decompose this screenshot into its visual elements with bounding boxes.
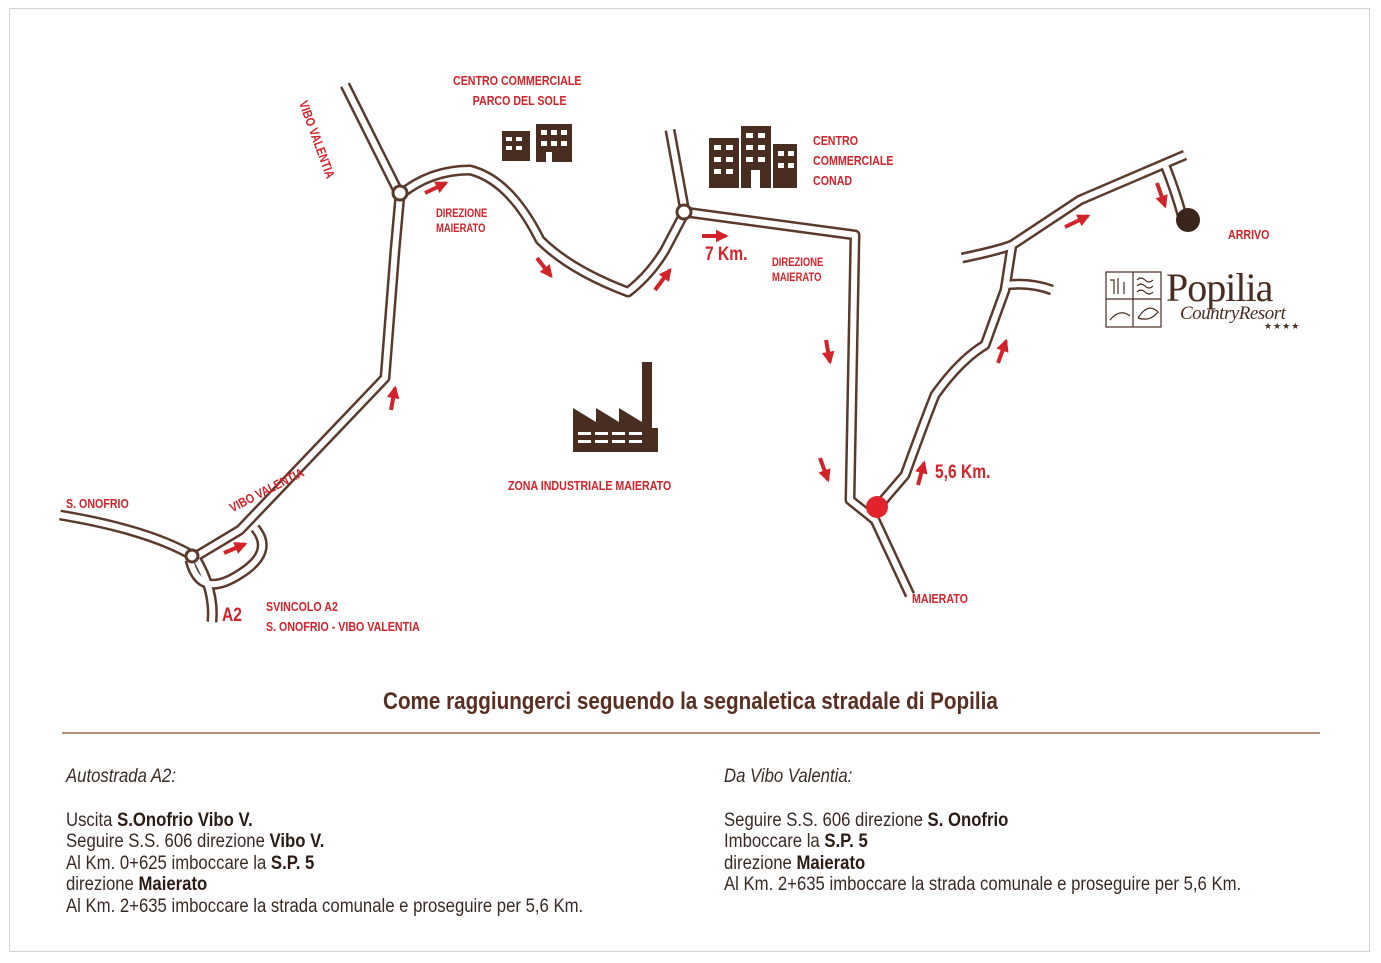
directions-text: direzione (66, 874, 139, 895)
roundabout-icon (393, 186, 407, 200)
roundabout-icon (677, 205, 691, 219)
direction-arrow-icon (655, 270, 670, 290)
label-direzione-2a: DIREZIONE (772, 257, 824, 269)
caption: Come raggiungerci seguendo la segnaletica stradale di Popilia (383, 688, 998, 715)
brand-subtitle: CountryResort (1180, 303, 1286, 324)
directions-line (724, 810, 1241, 832)
directions-text: Seguire S.S. 606 direzione (66, 831, 270, 852)
directions-line (724, 831, 1241, 853)
directions-line (66, 831, 583, 853)
direction-arrow-icon (425, 183, 446, 193)
directions-autostrada-heading: Autostrada A2: (66, 766, 176, 787)
caption-wrap (0, 688, 1381, 716)
road-comunale-east-inner (962, 155, 1185, 258)
directions-text: Seguire S.S. 606 direzione (724, 809, 928, 831)
label-direzione-2b: MAIERATO (772, 272, 822, 284)
label-svincolo-line2: S. ONOFRIO - VIBO VALENTIA (266, 619, 420, 634)
directions-bold: Vibo V. (269, 831, 325, 852)
label-vibo-valentia-south: VIBO VALENTIA (226, 464, 307, 516)
label-direzione-1b: MAIERATO (436, 223, 486, 235)
directions-bold: Maierato (138, 874, 208, 895)
brand-name: Popilia (1166, 265, 1273, 310)
destination-marker-icon (1176, 208, 1200, 232)
direction-arrow-icon (826, 340, 830, 362)
label-svincolo-line1: SVINCOLO A2 (266, 599, 338, 614)
road-ss606-inner (60, 85, 400, 557)
factory-icon (573, 362, 658, 452)
directions-line: Al Km. 2+635 imboccare la strada comunale e proseguire per 5,6 Km. (724, 874, 1242, 895)
directions-vibo-valentia (724, 766, 1241, 896)
direction-arrow-icon (391, 388, 395, 410)
label-zona-industriale: ZONA INDUSTRIALE MAIERATO (508, 478, 672, 493)
directions-bold: S.P. 5 (824, 831, 868, 852)
road-ss606 (60, 85, 400, 557)
directions-text: Al Km. 0+625 imboccare la (66, 852, 271, 874)
roundabout-icon (186, 550, 198, 562)
directions-line (66, 810, 583, 832)
label-direzione-maierato-1 (436, 207, 487, 237)
brand-stars: ★★★★ (1264, 322, 1301, 332)
directions-line (66, 853, 583, 875)
junction-marker-icon (866, 496, 888, 518)
label-a2: A2 (222, 605, 242, 626)
directions-bold: S.P. 5 (270, 852, 315, 874)
label-cc-sole-line2: PARCO DEL SOLE (472, 93, 567, 108)
label-direzione-1a: DIREZIONE (436, 208, 488, 220)
direction-arrow-icon (1157, 183, 1165, 206)
label-cc-conad-line1: CENTRO (813, 133, 859, 148)
direction-arrow-icon (820, 458, 828, 480)
directions-bold: S. Onofrio (927, 809, 1009, 831)
building-icon (502, 124, 572, 162)
label-cc-conad-line2: COMMERCIALE (813, 153, 894, 168)
label-km-5-6: 5,6 Km. (935, 462, 991, 483)
label-cc-parco-del-sole (453, 71, 610, 111)
directions-line: Al Km. 2+635 imboccare la strada comunale e proseguire per 5,6 Km. (66, 895, 584, 917)
roads (60, 85, 1185, 622)
label-cc-conad (813, 131, 894, 191)
label-direzione-maierato-2 (772, 256, 823, 286)
directions-text: Imboccare la (724, 831, 825, 852)
label-km-7: 7 Km. (705, 244, 748, 265)
directions-line (724, 853, 1241, 875)
direction-arrow-icon (224, 544, 245, 553)
brand-logo (1104, 266, 1314, 342)
direction-arrow-icon (998, 341, 1006, 363)
label-cc-conad-line3: CONAD (813, 173, 853, 188)
directions-vibo-heading: Da Vibo Valentia: (724, 766, 853, 787)
label-s-onofrio: S. ONOFRIO (66, 496, 129, 511)
directions-bold: S.Onofrio Vibo V. (117, 809, 253, 831)
directions-text: direzione (724, 852, 797, 874)
divider (62, 732, 1320, 734)
direction-arrow-icon (537, 258, 551, 276)
directions-line (66, 874, 583, 896)
label-cc-sole-line1: CENTRO COMMERCIALE (453, 73, 582, 88)
label-vibo-valentia-north: VIBO VALENTIA (296, 98, 339, 181)
directions-bold: Maierato (796, 852, 866, 874)
direction-arrow-icon (918, 463, 924, 485)
label-arrivo: ARRIVO (1228, 227, 1270, 242)
building-icon (709, 126, 797, 188)
directions-text: Uscita (66, 809, 118, 831)
label-svincolo (266, 597, 420, 637)
label-maierato: MAIERATO (912, 591, 968, 606)
direction-arrow-icon (1065, 216, 1088, 227)
directions-autostrada (66, 766, 583, 917)
